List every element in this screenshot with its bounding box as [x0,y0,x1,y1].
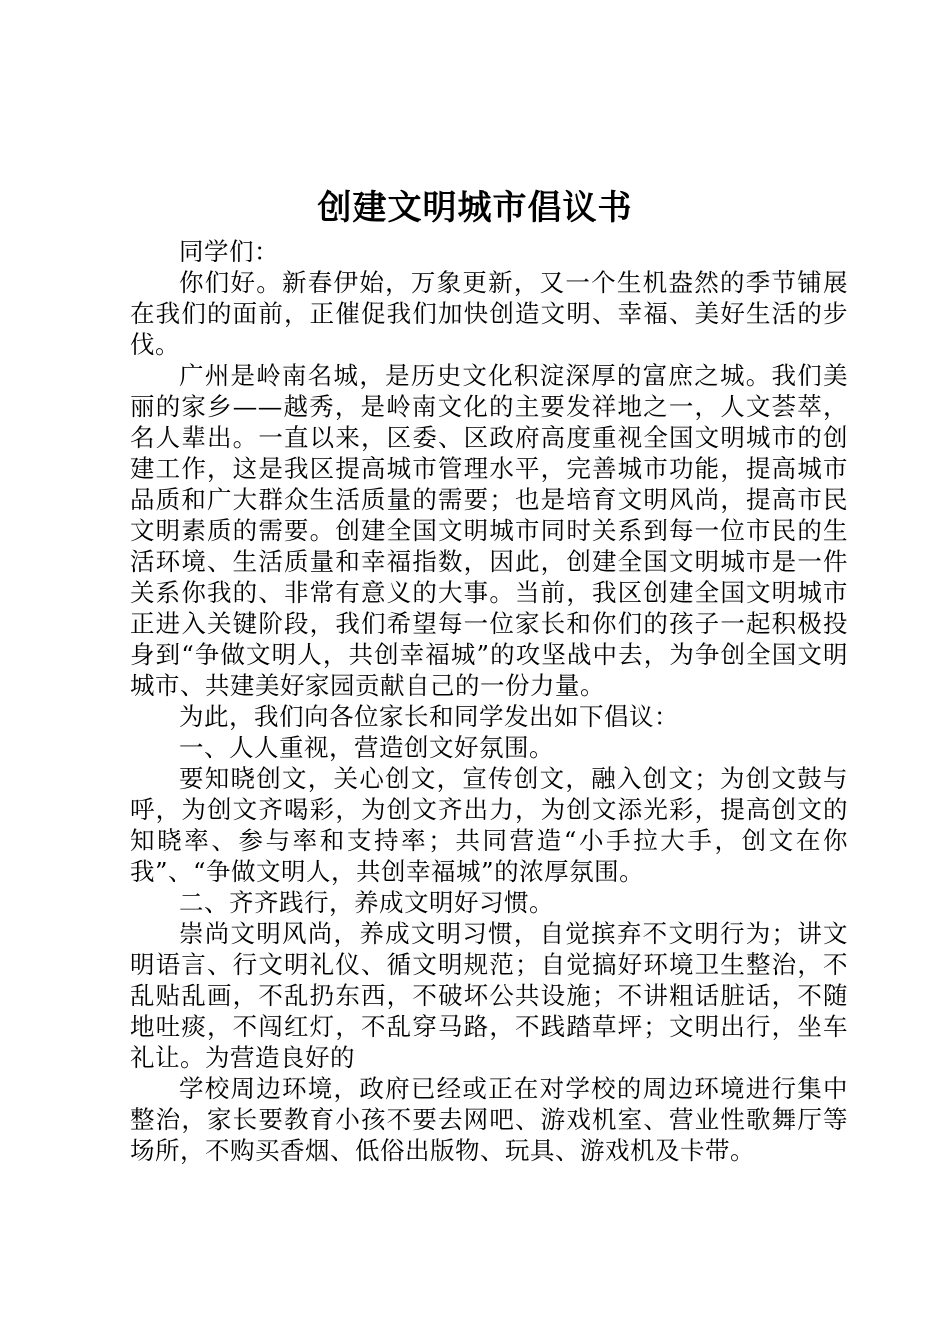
paragraph: 广州是岭南名城，是历史文化积淀深厚的富庶之城。我们美丽的家乡——越秀，是岭南文化的主要发祥地之一，人文荟萃，名人辈出。一直以来，区委、区政府高度重视全国文明城市的创建工作，这是我区提高城市管理水平，完善城市功能，提高城市品质和广大群众生活质量的需要；也是培育文明风尚，提高市民文明素质的需要。创建全国文明城市同时关系到每一位市民的生活环境、生活质量和幸福指数，因此，创建全国文明城市是一件关系你我的、非常有意义的大事。当前，我区创建全国文明城市正进入关键阶段，我们希望每一位家长和你们的孩子一起积极投身到“争做文明人，共创幸福城”的攻坚战中去，为争创全国文明城市、共建美好家园贡献自己的一份力量。 [130,361,848,700]
document-title: 创建文明城市倡议书 [317,188,633,228]
document-body [130,236,848,1166]
section-heading: 二、齐齐践行，养成文明好习惯。 [179,888,554,917]
paragraph: 为此，我们向各位家长和同学发出如下倡议： [179,702,679,731]
salutation: 同学们： [179,237,279,266]
paragraph: 要知晓创文，关心创文，宣传创文，融入创文；为创文鼓与呼，为创文齐喝彩，为创文齐出力，为创文添光彩，提高创文的知晓率、参与率和支持率；共同营造“小手拉大手，创文在你我”、“争做文明人，共创幸福城”的浓厚氛围。 [130,764,848,886]
section-heading: 一、人人重视，营造创文好氛围。 [179,733,554,762]
paragraph: 你们好。新春伊始，万象更新，又一个生机盎然的季节铺展在我们的面前，正催促我们加快创造文明、幸福、美好生活的步伐。 [130,268,848,359]
paragraph: 学校周边环境，政府已经或正在对学校的周边环境进行集中整治，家长要教育小孩不要去网吧、游戏机室、营业性歌舞厅等场所，不购买香烟、低俗出版物、玩具、游戏机及卡带。 [130,1074,848,1165]
paragraph: 崇尚文明风尚，养成文明习惯，自觉摈弃不文明行为；讲文明语言、行文明礼仪、循文明规范；自觉搞好环境卫生整治，不乱贴乱画，不乱扔东西，不破坏公共设施；不讲粗话脏话，不随地吐痰，不闯红灯，不乱穿马路，不践踏草坪；文明出行，坐车礼让。为营造良好的 [130,919,848,1072]
